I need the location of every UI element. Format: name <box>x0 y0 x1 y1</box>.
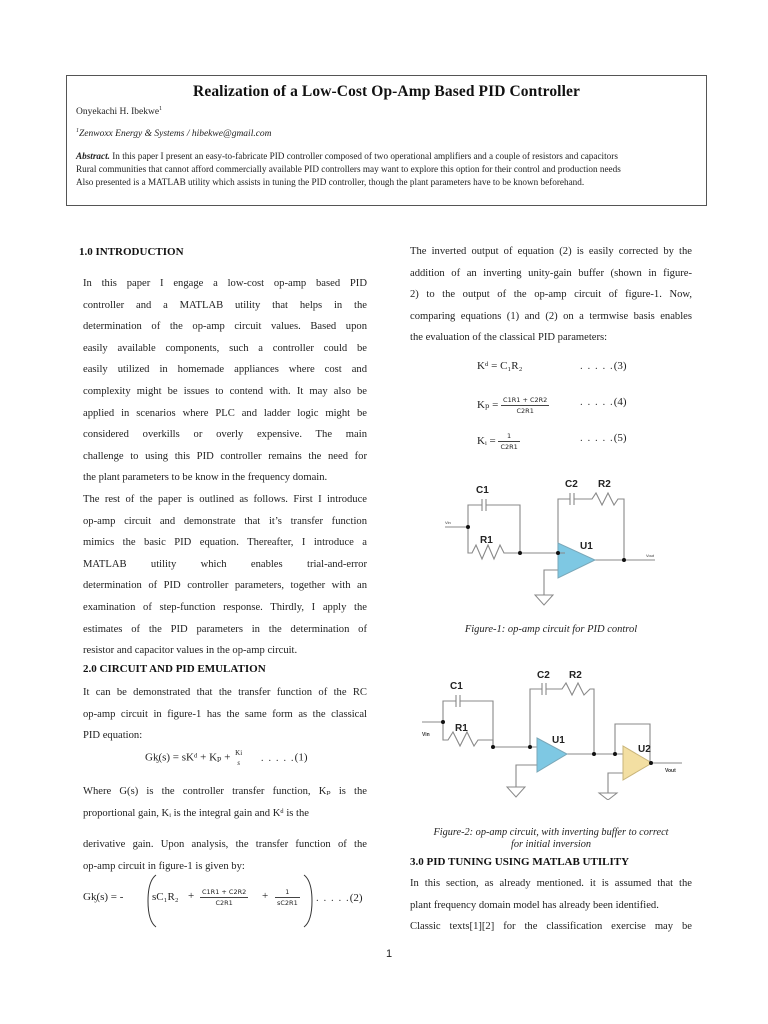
fraction <box>501 395 549 416</box>
paper-title: Realization of a Low-Cost Op-Amp Based PID Controller <box>193 83 580 100</box>
circuit-paragraph <box>83 682 367 747</box>
figure-1-circuit-diagram <box>420 465 670 610</box>
text-line: 2) to the output of the op-amp circuit of figure-1. Now, <box>410 289 692 301</box>
equation-4-number <box>580 396 627 408</box>
label-r2: R2 <box>569 670 582 681</box>
denominator: s <box>237 759 241 767</box>
ground-icon <box>599 793 617 800</box>
caption-line: Figure-2: op-amp circuit, with inverting buffer to correct <box>433 827 669 838</box>
text-line: proportional gain, Kᵢ is the integral gain and Kᵈ is the <box>83 807 309 819</box>
text-line: op-amp circuit and demonstrate that it’s transfer function <box>83 515 367 527</box>
text-line: Classic texts[1][2] for the classification exercise may be <box>410 921 692 933</box>
equation-dots: . . . . . <box>580 360 614 372</box>
equation-dots: . . . . . <box>316 892 350 904</box>
text-line: determination of the op-amp circuit values. Based upon <box>83 321 367 333</box>
text-line: Where G(s) is the controller transfer function, Kₚ is the <box>83 786 367 797</box>
text-line: challenge to using this PID controller remains the need for <box>83 450 367 462</box>
title-block <box>66 75 707 206</box>
equation-2-fraction-1 <box>200 887 248 908</box>
equation-number: (5) <box>613 432 627 444</box>
text-line: applied in scenarios where PLC and ladder logic might be <box>83 407 367 419</box>
label-c2: C2 <box>565 479 578 490</box>
text-line: derivative gain. Upon analysis, the transfer function of the <box>83 839 367 850</box>
abstract-line <box>76 150 701 163</box>
equation-3 <box>477 360 522 372</box>
caption-line: for initial inversion <box>510 839 592 850</box>
equation-2-fraction-2 <box>275 887 300 908</box>
pid-tuning-paragraph <box>410 873 692 938</box>
equation-4 <box>477 395 549 416</box>
label-u1: U1 <box>552 735 565 746</box>
abstract-text: In this paper I present an easy-to-fabricate PID controller composed of two operational amplifiers and a couple of resistors and capacitors <box>109 151 618 161</box>
equation-lhs: Gᶄ(s) = sKᵈ + Kₚ + <box>145 751 231 764</box>
label-vin: Vin <box>445 520 451 525</box>
equation-lhs: Kᵢ = <box>477 435 496 448</box>
text-line: controller and a MATLAB utility that helps in the <box>83 299 367 311</box>
text-line: determination of PID controller parameters, together with an <box>83 580 367 592</box>
text-line: op-amp circuit in figure-1 is given by: <box>83 860 245 872</box>
text-line: comparing equations (1) and (2) on a termwise basis enables <box>410 310 692 322</box>
text-line: resistor and capacitor values in the op-amp circuit. <box>83 645 298 657</box>
label-c2: C2 <box>537 670 550 681</box>
ground-icon <box>535 595 553 605</box>
equation-dots: . . . . . <box>580 396 614 408</box>
numerator: 1 <box>498 431 519 442</box>
derivative-paragraph <box>83 834 367 877</box>
label-r1: R1 <box>480 535 493 546</box>
label-vin: Vin <box>422 732 430 738</box>
equation-2-term1: sC₁R₂ <box>152 891 179 903</box>
label-r1: R1 <box>455 723 468 734</box>
section-heading-pid-tuning: 3.0 PID TUNING USING MATLAB UTILITY <box>410 856 630 868</box>
intro-paragraph <box>83 273 367 662</box>
author-text: Onyekachi H. Ibekwe <box>76 107 160 118</box>
figure-2-caption <box>410 827 692 851</box>
equation-number: (2) <box>349 892 363 904</box>
where-paragraph <box>83 781 367 824</box>
text-line: The inverted output of equation (2) is easily corrected by the <box>410 246 692 257</box>
numerator: C1R1 + C2R2 <box>202 888 247 896</box>
equation-dots: . . . . . <box>580 432 614 444</box>
text-line: the evaluation of the classical PID parameters: <box>410 332 608 344</box>
label-vout: Vout <box>646 553 655 558</box>
text-line: op-amp circuit in figure-1 has the same form as the classical <box>83 708 367 720</box>
text-line: It can be demonstrated that the transfer function of the RC <box>83 687 367 698</box>
equation-dots: . . . . . <box>260 751 295 764</box>
equation-number: (1) <box>294 751 308 764</box>
text-line: easily utilized in homemade appliances where cost and <box>83 364 367 376</box>
numerator: C1R1 + C2R2 <box>503 396 548 404</box>
denominator: C2R1 <box>500 443 518 451</box>
text-line: complexity might be issues to contend with. It may also be <box>83 385 367 397</box>
text-line: estimates of the PID parameters in the determination of <box>83 623 367 635</box>
numerator: 1 <box>275 887 300 898</box>
text-line: plant frequency domain model has already been identified. <box>410 899 659 911</box>
section-heading-circuit: 2.0 CIRCUIT AND PID EMULATION <box>83 663 266 675</box>
figure-1-caption: Figure-1: op-amp circuit for PID control <box>464 624 638 635</box>
denominator: C2R1 <box>215 899 233 907</box>
equation-5 <box>477 431 520 452</box>
text-line: considered overkills or overly expensive. The main <box>83 429 367 441</box>
text-line: In this section, as already mentioned. it is assumed that the <box>410 878 692 889</box>
ground-icon <box>507 787 525 797</box>
author-superscript: 1 <box>159 106 163 112</box>
fraction <box>498 431 519 452</box>
inverted-output-paragraph <box>410 241 692 349</box>
affiliation <box>76 128 272 139</box>
label-u1: U1 <box>580 541 593 552</box>
equation-1 <box>145 748 307 768</box>
equation-number: (3) <box>613 360 627 372</box>
equation-lhs: Kᵈ = C₁R₂ <box>477 360 523 372</box>
text-line: examination of step-function response. Thirdly, I apply the <box>83 601 367 613</box>
text-line: addition of an inverting unity-gain buffer (shown in figure- <box>410 267 692 279</box>
author-name <box>76 106 162 117</box>
label-vout: Vout <box>665 768 676 774</box>
label-r2: R2 <box>598 479 611 490</box>
equation-2-number <box>316 892 363 904</box>
denominator: C2R1 <box>516 407 534 415</box>
label-c1: C1 <box>476 485 489 496</box>
text-line: In this paper I engage a low-cost op-amp based PID <box>83 278 367 289</box>
section-heading-introduction: 1.0 INTRODUCTION <box>79 246 184 258</box>
text-line: MATLAB utility which enables trial-and-error <box>83 558 367 570</box>
abstract-line: Also presented is a MATLAB utility which assists in tuning the PID controller, though the plant parameters have to be known beforehand. <box>76 177 585 187</box>
plus-sign: + <box>262 890 269 902</box>
equation-5-number <box>580 432 627 444</box>
label-u2: U2 <box>638 744 651 755</box>
text-line: PID equation: <box>83 730 143 742</box>
text-line: The rest of the paper is outlined as follows. First I introduce <box>83 493 367 505</box>
numerator: Ki <box>235 749 243 757</box>
equation-lhs: Kₚ = <box>477 399 499 412</box>
equation-2-lhs: Gᶄ(s) = - <box>83 891 124 903</box>
figure-2-circuit-diagram <box>410 660 710 800</box>
text-line: the plant parameters to be know in the frequency domain. <box>83 472 328 484</box>
fraction <box>233 748 244 768</box>
affiliation-superscript: 1 <box>76 128 79 134</box>
text-line: mimics the basic PID equation. Thereafter, I introduce a <box>83 537 367 549</box>
page-number: 1 <box>386 948 393 960</box>
equation-3-number <box>580 360 627 372</box>
equation-number: (4) <box>613 396 627 408</box>
denominator: sC2R1 <box>277 899 298 907</box>
plus-sign: + <box>188 890 195 902</box>
abstract <box>76 150 701 189</box>
label-c1: C1 <box>450 681 463 692</box>
text-line: easily available components, such a controller could be <box>83 342 367 354</box>
abstract-line: Rural communities that cannot afford commercially available PID controllers may want to explore this option for their control and production needs <box>76 164 621 174</box>
abstract-label: Abstract. <box>76 151 110 161</box>
affiliation-text: Zenwoxx Energy & Systems / hibekwe@gmail.com <box>79 129 272 140</box>
